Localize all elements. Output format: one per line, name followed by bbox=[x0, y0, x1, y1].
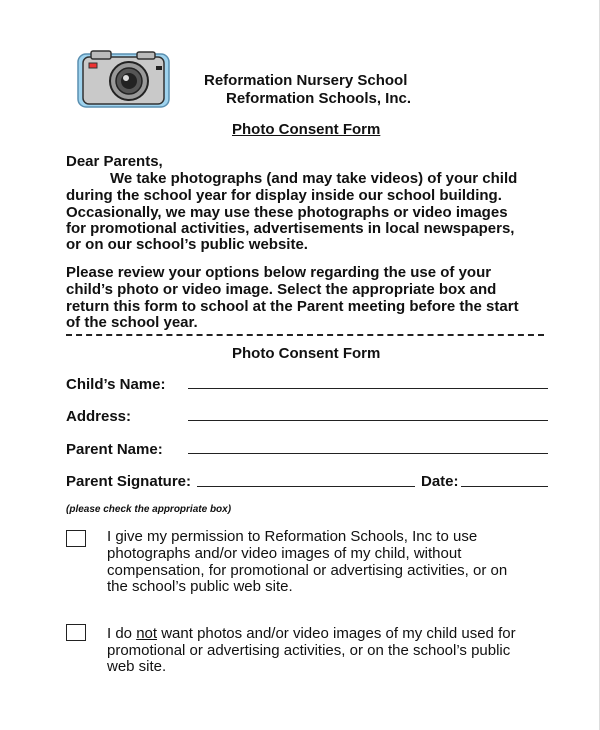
organization-name: Reformation Schools, Inc. bbox=[226, 90, 412, 107]
address-label: Address: bbox=[66, 408, 132, 425]
option2-line: web site. bbox=[107, 658, 167, 675]
paragraph1-line: We take photographs (and may take videos) of your child bbox=[110, 170, 518, 187]
paragraph2-line: Please review your options below regarding the use of your bbox=[66, 264, 492, 281]
paragraph2-line: of the school year. bbox=[66, 314, 198, 331]
consent-deny-checkbox[interactable] bbox=[66, 624, 86, 641]
consent-give-checkbox[interactable] bbox=[66, 530, 86, 547]
paragraph2-line: child’s photo or video image. Select the appropriate box and bbox=[66, 281, 497, 298]
parent-name-label: Parent Name: bbox=[66, 441, 163, 458]
childs-name-field[interactable] bbox=[188, 388, 548, 389]
school-name: Reformation Nursery School bbox=[204, 72, 408, 89]
checkbox-instruction: (please check the appropriate box) bbox=[66, 504, 232, 515]
form-title: Photo Consent Form bbox=[232, 121, 381, 138]
form-section-title: Photo Consent Form bbox=[232, 345, 381, 362]
date-field[interactable] bbox=[461, 486, 548, 487]
paragraph2-line: return this form to school at the Parent meeting before the start bbox=[66, 298, 519, 315]
option1-line: compensation, for promotional or advertising activities, or on bbox=[107, 562, 508, 579]
parent-name-field[interactable] bbox=[188, 453, 548, 454]
paragraph1-line: during the school year for display inside our school building. bbox=[66, 187, 502, 204]
address-field[interactable] bbox=[188, 420, 548, 421]
option1-line: photographs and/or video images of my child, without bbox=[107, 545, 462, 562]
option1-line: I give my permission to Reformation Schools, Inc to use bbox=[107, 528, 478, 545]
not-emphasis: not bbox=[136, 625, 158, 642]
paragraph1-line: for promotional activities, advertisements in local newspapers, bbox=[66, 220, 515, 237]
option1-line: the school’s public web site. bbox=[107, 578, 293, 595]
camera-icon bbox=[77, 48, 170, 108]
parent-signature-field[interactable] bbox=[197, 486, 415, 487]
date-label: Date: bbox=[421, 473, 459, 490]
childs-name-label: Child’s Name: bbox=[66, 376, 166, 393]
paragraph1-line: or on our school’s public website. bbox=[66, 236, 308, 253]
option2-line: I do not want photos and/or video images of my child used for bbox=[107, 625, 516, 642]
paragraph1-line: Occasionally, we may use these photographs or video images bbox=[66, 204, 508, 221]
cut-line-divider bbox=[66, 334, 544, 336]
letter-greeting: Dear Parents, bbox=[66, 153, 163, 170]
parent-signature-label: Parent Signature: bbox=[66, 473, 192, 490]
option2-line: promotional or advertising activities, or on the school’s public bbox=[107, 642, 511, 659]
